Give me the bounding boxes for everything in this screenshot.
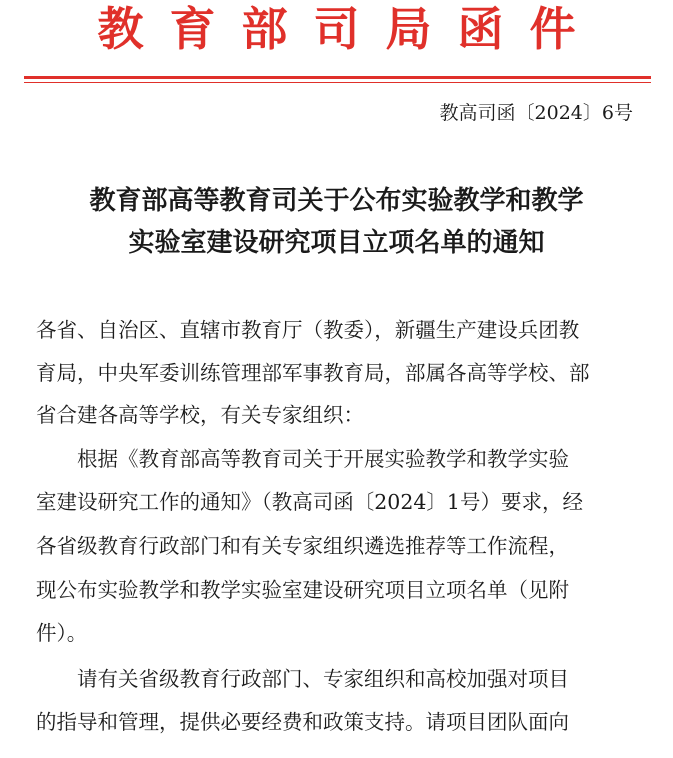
body-line: 育局，中央军委训练管理部军事教育局，部属各高等学校、部 — [36, 361, 590, 385]
body-line: 请有关省级教育行政部门、专家组织和高校加强对项目 — [36, 667, 569, 691]
document-number: 教高司函〔2024〕6号 — [439, 102, 633, 124]
body-line: 各省、自治区、直辖市教育厅（教委），新疆生产建设兵团教 — [36, 318, 580, 342]
letterhead-rule-thick — [24, 76, 651, 79]
document-title-line-1: 教育部高等教育司关于公布实验教学和教学 — [89, 186, 584, 216]
letterhead-rule-thin — [24, 82, 651, 83]
body-line: 各省级教育行政部门和有关专家组织遴选推荐等工作流程， — [36, 534, 569, 558]
body-line: 根据《教育部高等教育司关于开展实验教学和教学实验 — [36, 447, 569, 471]
body-line: 室建设研究工作的通知》（教高司函〔2024〕1号）要求，经 — [36, 490, 583, 514]
body-line: 件）。 — [36, 621, 88, 645]
body-line: 省合建各高等学校，有关专家组织： — [36, 403, 364, 427]
letterhead-title: 教育部司局函件 — [97, 2, 602, 56]
document-title-line-2: 实验室建设研究项目立项名单的通知 — [128, 228, 545, 258]
page-cutoff — [0, 740, 673, 758]
body-line: 现公布实验教学和教学实验室建设研究项目立项名单（见附 — [36, 578, 569, 602]
body-line: 的指导和管理，提供必要经费和政策支持。请项目团队面向 — [36, 710, 569, 734]
letterhead — [0, 2, 673, 56]
